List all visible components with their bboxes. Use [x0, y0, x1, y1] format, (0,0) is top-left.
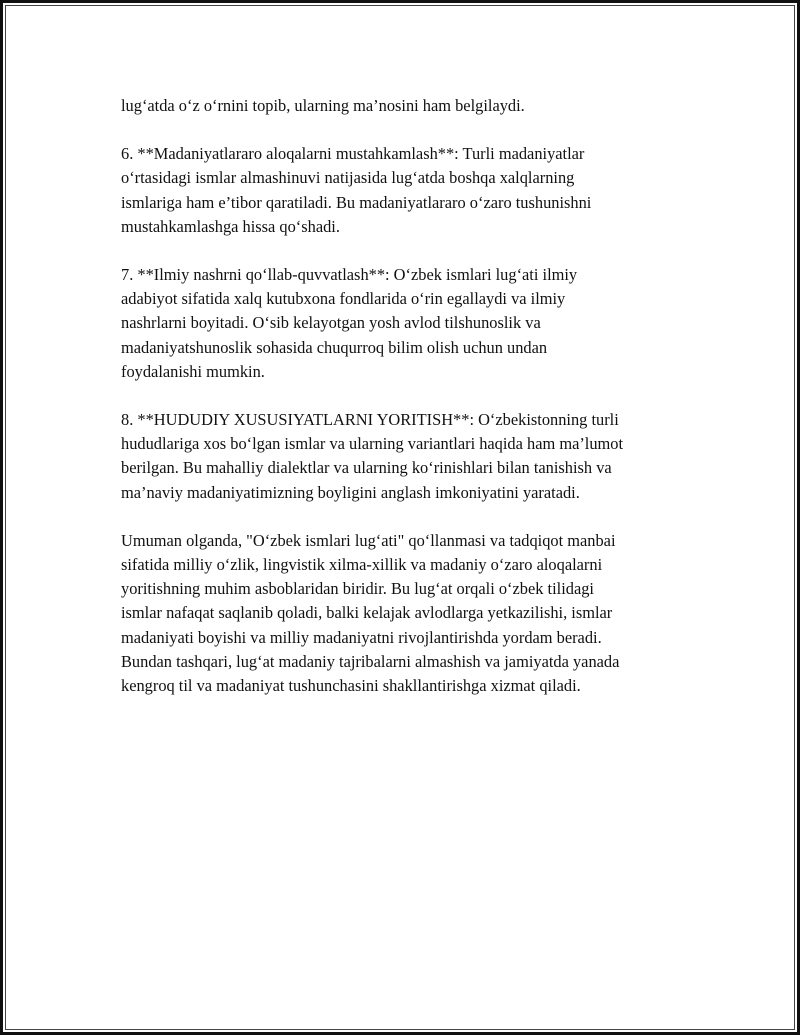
paragraph-item-8: 8. **HUDUDIY XUSUSIYATLARNI YORITISH**: O‘zbekistonning turli hududlariga xos bo‘lgan ismlar va ularning variantlari haqida ham ma’lumot berilgan. Bu mahalliy dialektlar va ularning ko‘rinishlari bilan tanishish va ma’naviy madaniyatimizning boyligini anglash imkoniyatini yaratadi. [121, 410, 624, 502]
document-body [121, 94, 711, 722]
paragraph-intro-continuation: lug‘atda o‘z o‘rnini topib, ularning ma’nosini ham belgilaydi. [121, 96, 525, 115]
paragraph-item-7: 7. **Ilmiy nashrni qo‘llab-quvvatlash**: O‘zbek ismlari lug‘ati ilmiy adabiyot sifatida xalq kutubxona fondlarida o‘rin egallaydi va ilmiy nashrlarni boyitadi. O‘sib kelayotgan yosh avlod tilshunoslik va madaniyatshunoslik sohasida chuqurroq bilim olish uchun undan foydalanishi mumkin. [121, 265, 578, 381]
paragraph-item-6: 6. **Madaniyatlararo aloqalarni mustahkamlash**: Turli madaniyatlar o‘rtasidagi ismlar almashinuvi natijasida lug‘atda boshqa xalqlarning ismlariga ham e’tibor qaratiladi. Bu madaniyatlararo o‘zaro tushunishni mustahkamlashga hissa qo‘shadi. [121, 144, 592, 236]
paragraph-conclusion: Umuman olganda, "O‘zbek ismlari lug‘ati" qo‘llanmasi va tadqiqot manbai sifatida milliy o‘zlik, lingvistik xilma-xillik va madaniy o‘zaro aloqalarni yoritishning muhim asboblaridan biridir. Bu lug‘at orqali o‘zbek tilidagi ismlar nafaqat saqlanib qoladi, balki kelajak avlodlarga yetkazilishi, ismlar madaniyati boyishi va milliy madaniyatni rivojlantirishda yordam beradi. Bundan tashqari, lug‘at madaniy tajribalarni almashish va jamiyatda yanada kengroq til va madaniyat tushunchasini shakllantirishga xizmat qiladi. [121, 530, 620, 696]
